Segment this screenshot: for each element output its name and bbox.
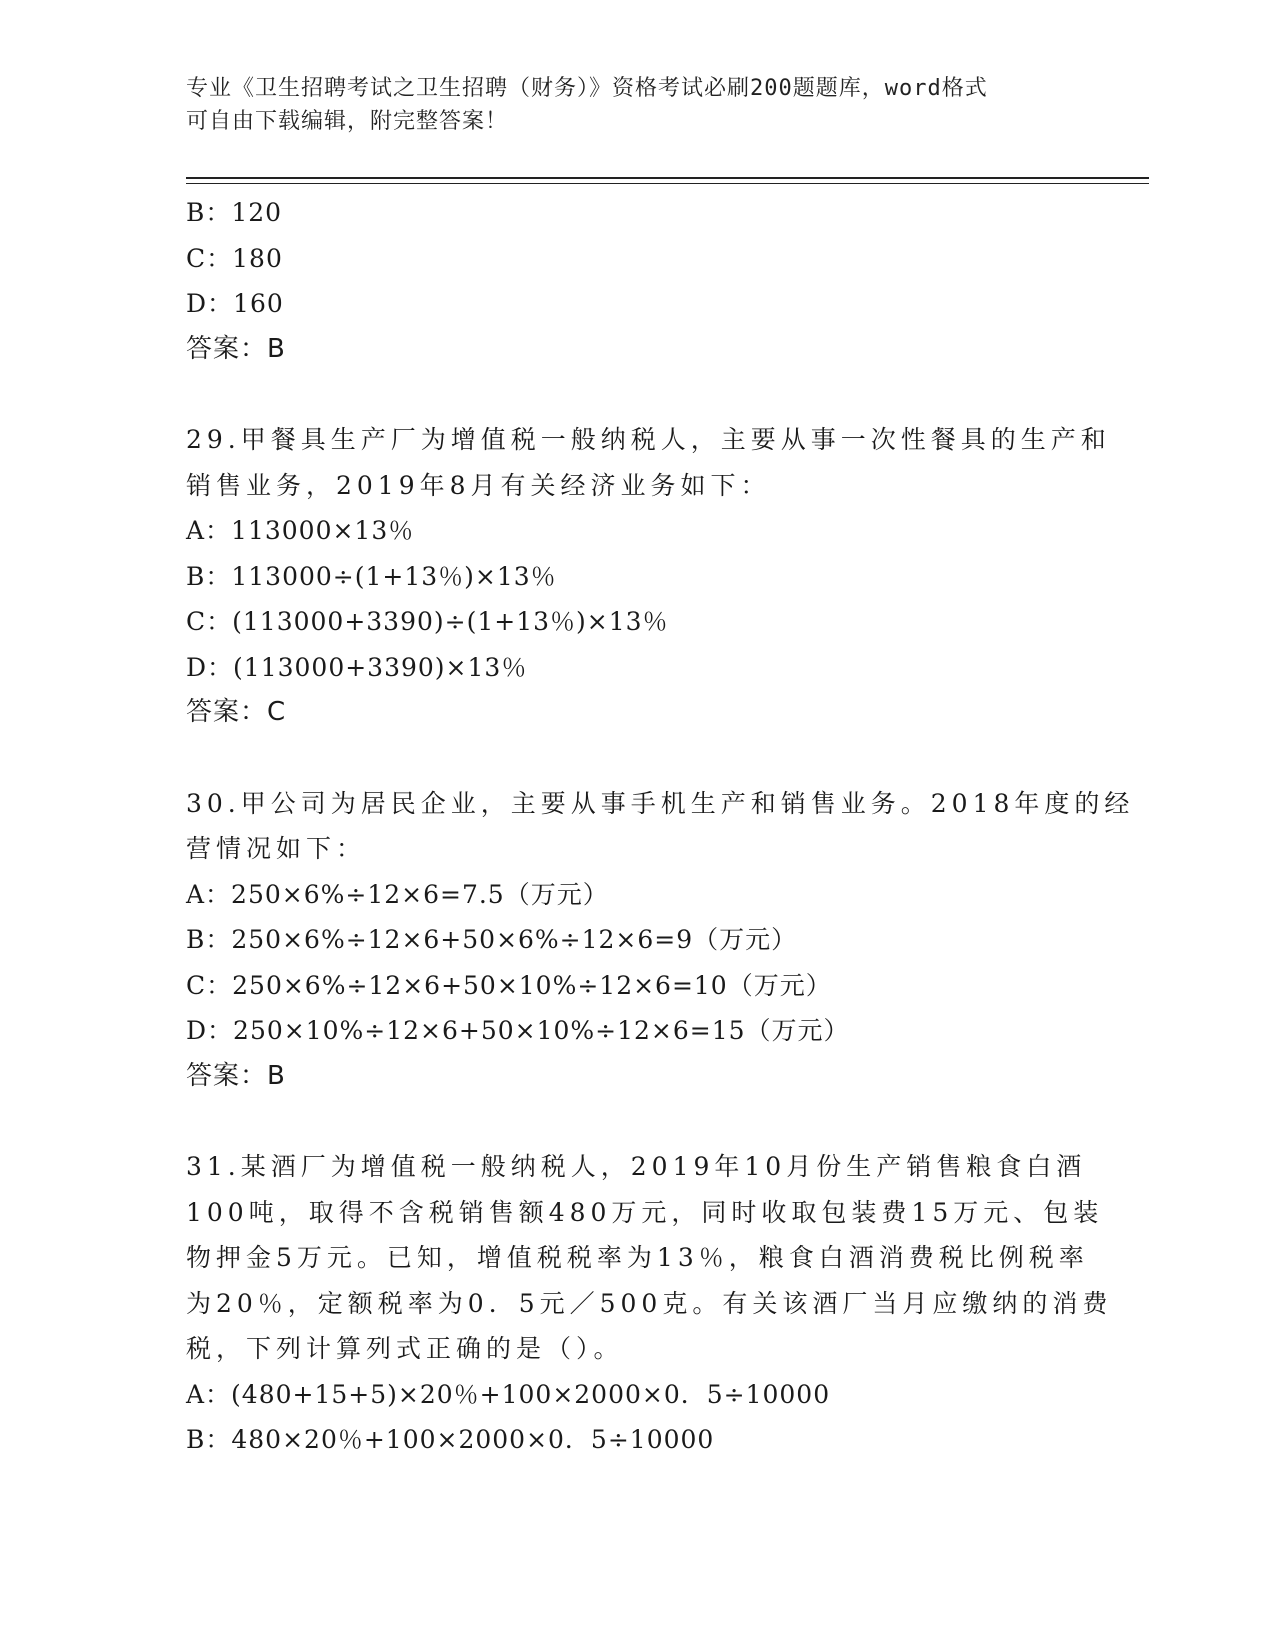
option-b: B：480×20％+100×2000×0．5÷10000 bbox=[186, 1425, 715, 1454]
question-text-line: 销售业务，2019年8月有关经济业务如下： bbox=[186, 470, 771, 500]
question-31 bbox=[186, 1144, 1113, 1463]
option-a: A：113000×13％ bbox=[186, 516, 415, 545]
header-divider-thick bbox=[186, 177, 1149, 179]
question-text-line: 31.某酒厂为增值税一般纳税人，2019年10月份生产销售粮食白酒 bbox=[186, 1152, 1087, 1181]
option-b: B：120 bbox=[186, 198, 283, 227]
header-divider-thin bbox=[186, 183, 1149, 184]
question-text-line: 为20％，定额税率为0．5元／500克。有关该酒厂当月应缴纳的消费 bbox=[186, 1288, 1113, 1318]
option-a: A：(480+15+5)×20％+100×2000×0．5÷10000 bbox=[186, 1379, 831, 1409]
answer-line: 答案：B bbox=[186, 333, 286, 364]
question-text-line: 物押金5万元。已知，增值税税率为13％，粮食白酒消费税比例税率 bbox=[186, 1243, 1089, 1272]
header-line-2: 可自由下载编辑，附完整答案！ bbox=[186, 109, 509, 134]
header-line-1: 专业《卫生招聘考试之卫生招聘（财务）》资格考试必刷200题题库，word格式 bbox=[186, 76, 988, 101]
question-28-tail bbox=[186, 190, 1086, 372]
answer-line: 答案：B bbox=[186, 1060, 286, 1091]
option-b: B：113000÷(1+13％)×13％ bbox=[186, 561, 557, 591]
option-d: D：160 bbox=[186, 289, 284, 318]
question-list bbox=[186, 190, 1135, 1463]
question-text-line: 税，下列计算列式正确的是（）。 bbox=[186, 1334, 624, 1363]
document-header bbox=[186, 72, 1086, 138]
option-a: A：250×6%÷12×6=7.5（万元） bbox=[186, 879, 609, 909]
option-c: C：(113000+3390)÷(1+13％)×13％ bbox=[186, 607, 669, 636]
option-c: C：180 bbox=[186, 243, 283, 273]
option-b: B：250×6%÷12×6+50×6%÷12×6=9（万元） bbox=[186, 925, 798, 954]
question-text-line: 29.甲餐具生产厂为增值税一般纳税人，主要从事一次性餐具的生产和 bbox=[186, 425, 1111, 454]
question-text-line: 30.甲公司为居民企业，主要从事手机生产和销售业务。2018年度的经 bbox=[186, 788, 1135, 818]
question-text-line: 营情况如下： bbox=[186, 834, 367, 863]
option-d: D：250×10%÷12×6+50×10%÷12×6=15（万元） bbox=[186, 1016, 850, 1045]
question-text-line: 100吨，取得不含税销售额480万元，同时收取包装费15万元、包装 bbox=[186, 1197, 1104, 1227]
option-d: D：(113000+3390)×13％ bbox=[186, 652, 528, 682]
question-30 bbox=[186, 781, 1135, 1100]
answer-line: 答案：C bbox=[186, 697, 287, 727]
question-29 bbox=[186, 417, 1111, 736]
option-c: C：250×6%÷12×6+50×10%÷12×6=10（万元） bbox=[186, 970, 832, 1000]
